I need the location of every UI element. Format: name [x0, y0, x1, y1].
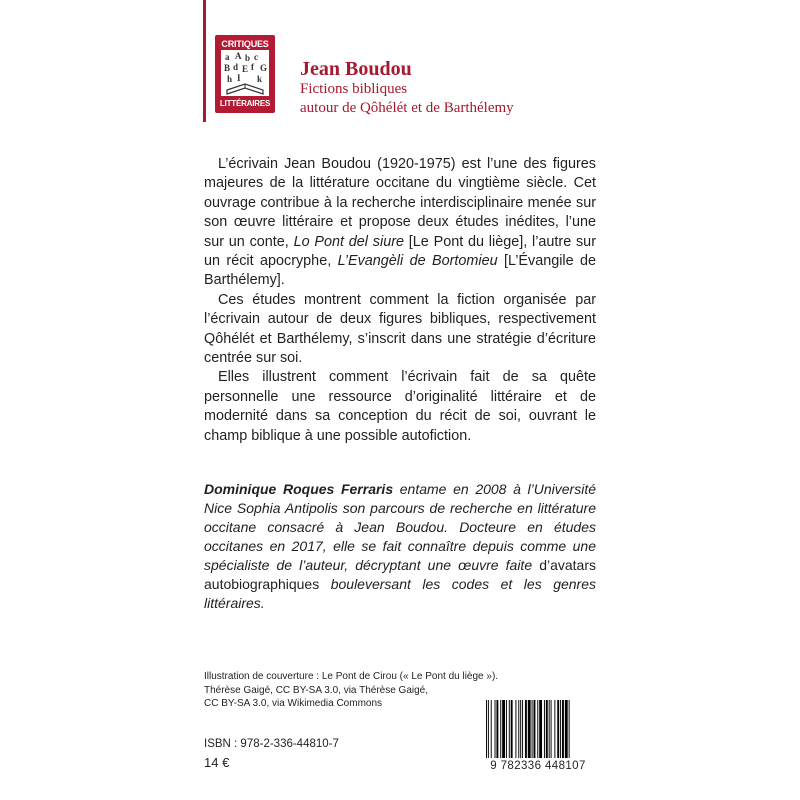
logo-label-bottom: LITTÉRAIRES: [219, 99, 271, 108]
isbn: ISBN : 978-2-336-44810-7: [204, 738, 339, 750]
svg-text:I: I: [237, 73, 241, 83]
credit-line: Thérèse Gaigé, CC BY-SA 3.0, via Thérèse Gaigé,: [204, 684, 429, 696]
subtitle-line: autour de Qôhélét et de Barthélemy: [300, 100, 514, 116]
author-bio-text: entame en 2008 à l’Université Nice Sophia Antipolis son parcours de recherche en littérature occitane consacré à Jean Boudou. Docteure en études occitanes en 2017, elle se fait connaître depuis comme une spécialiste de l’auteur, décryptant une œuvre faite: [204, 481, 597, 573]
svg-text:a: a: [225, 52, 230, 62]
author-bio-text: bouleversant les codes et les genres littéraires.: [204, 576, 596, 611]
blurb-text: L’écrivain Jean Boudou (1920-1975) est l’une des figures majeures de la littérature occitane du vingtième siècle. Cet ouvrage contribue à la recherche interdisciplinaire menée sur son œuvre littéraire et propose deux études inédites, l’une sur un conte,: [204, 156, 596, 250]
blurb-paragraph: Ces études montrent comment la fiction organisée par l’écrivain autour de deux figures bibliques, respectivement Qôhélét et Barthélemy, s’inscrit dans une stratégie d’écriture centrée sur soi.: [204, 291, 596, 367]
blurb-paragraph: Elles illustrent comment l’écrivain fait de sa quête personnelle une ressource d’originalité littéraire et de modernité dans sa conception du récit de soi, ouvrant le champ biblique à une possible autofiction.: [204, 369, 596, 444]
author-bio: [204, 480, 596, 613]
blurb-paragraph: [204, 155, 596, 291]
cover-credits: [204, 670, 498, 711]
red-vertical-rule: [203, 0, 206, 122]
svg-text:f: f: [251, 62, 254, 72]
svg-text:b: b: [245, 53, 251, 63]
credit-line: Illustration de couverture : Le Pont de Cirou (« Le Pont du liège »).: [204, 671, 499, 682]
svg-text:d: d: [233, 62, 239, 72]
author-name: Dominique Roques Ferraris: [204, 481, 394, 497]
svg-text:A: A: [235, 51, 242, 61]
logo-emblem-icon: [221, 50, 269, 96]
logo-label-top: CRITIQUES: [221, 39, 269, 49]
barcode-icon: [484, 700, 596, 758]
svg-text:G: G: [260, 63, 268, 73]
price: 14 €: [204, 755, 230, 770]
blurb-text: [L’Évangile de Barthélemy].: [204, 253, 597, 289]
subtitle-line: Fictions bibliques: [300, 81, 408, 97]
barcode-number: 9 782336 448107: [490, 760, 586, 772]
work-title: Lo Pont del siure: [293, 233, 404, 250]
svg-text:h: h: [227, 74, 233, 84]
book-subtitle: [300, 80, 514, 118]
svg-text:c: c: [254, 52, 258, 62]
blurb-text: [Le Pont du liège], l’autre sur un récit apocryphe,: [204, 233, 596, 270]
book-author-title: Jean Boudou: [300, 58, 412, 80]
credit-line: CC BY-SA 3.0, via Wikimedia Commons: [204, 698, 383, 710]
svg-text:k: k: [257, 74, 263, 84]
work-title: L’Evangèli de Bortomieu: [337, 253, 498, 270]
blurb: [204, 155, 596, 446]
svg-text:B: B: [224, 63, 231, 73]
collection-logo: [215, 35, 275, 113]
author-bio-text: d’avatars autobiographiques: [204, 557, 596, 592]
svg-text:E: E: [242, 64, 249, 74]
